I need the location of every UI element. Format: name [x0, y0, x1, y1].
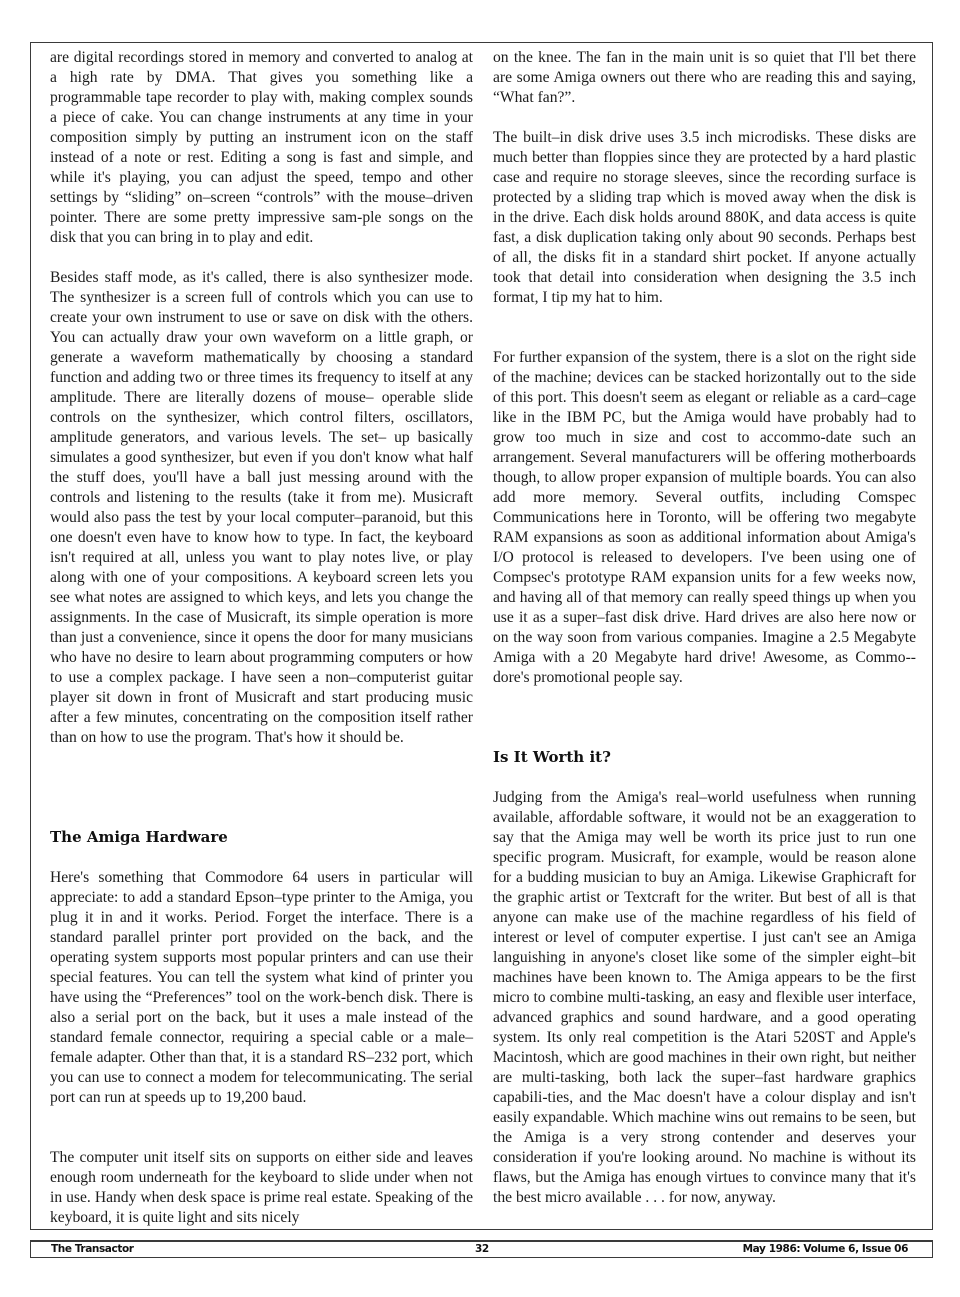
paragraph-computer-unit: The computer unit itself sits on supports on either side and leaves enough room underneath for the keyboard to slide under when not in use. Handy when desk space is prime real estate. Speaking of the keyboard, it is quite light and sits nicely [50, 1149, 473, 1226]
paragraph-recordings: are digital recordings stored in memory and converted to analog at a high rate by DMA. That gives you something like a programmable tape recorder to play with, making complex sounds a piece of cake. You can change instruments at any time in your composition simply by putting an instrument icon on the staff instead of a note or rest. Editing a song is fast and simple, and while it's playing, you can adjust the speed, tempo and other settings by “sliding” on–screen “controls” with the mouse–driven pointer. There are some pretty impressive sam-ple songs on the disk that you can bring in to play and edit. [50, 49, 473, 246]
paragraph-printer: Here's something that Commodore 64 users in particular will appreciate: to add a standard Epson–type printer to the Amiga, you plug it in and it works. Period. Forget the interface. There is a standard parallel printer port provided on the back, and the operating system supports most popular printers and can use their special features. You can tell the system what kind of printer you have using the “Preferences” tool on the work-bench disk. There is also a serial port on the back, but it uses a male instead of the standard female connector, requiring a special cable or a male–female adapter. Other than that, it is a standard RS–232 port, which you can use to connect a modem for telecommunicating. The serial port can run at speeds up to 19,200 baud. [50, 869, 473, 1106]
footer-publication: The Transactor [51, 1243, 134, 1255]
paragraph-worth-it: Judging from the Amiga's real–world usefulness when running available, affordable software, it would not be an exaggeration to say that the Amiga may well be worth its price just to run one specific program. Musicraft, for example, would be reason alone for a budding musician to buy an Amiga. Likewise Graphicraft for the graphic artist or Textcraft for the writer. But best of all is that anyone can make use of the machine regardless of his field of interest or level of computer expertise. I just can't see an Amiga languishing in anyone's closet like some of the simpler eight–bit machines have been known to. The Amiga appears to be the first micro to combine multi-tasking, an easy and flexible user interface, advanced graphics and sound hardware, and a good operating system. Its only real competition is the Atari 520ST and Apple's Macintosh, which are good machines in their own right, but neither are multi-tasking, both lack the super–fast hardware graphics capabili-ties, and the Mac doesn't have a colour display and isn't easily expandable. Which machine wins out remains to be seen, but the Amiga is a very strong contender and deserves your consideration if you're looking around. No machine is without its flaws, but the Amiga has enough virtues to convince many that it's the best micro available . . . for now, anyway. [493, 789, 916, 1206]
heading-is-it-worth-it: Is It Worth it? [493, 748, 611, 766]
paragraph-disk-drive: The built–in disk drive uses 3.5 inch microdisks. These disks are much better than floppies since they are protected by a hard plastic case and require no storage sleeves, since the recording surface is protected by a sliding trap which is moved away when the disk is in the drive. Each disk holds around 880K, and data access is quite fast, a disk duplication taking only about 90 seconds. Perhaps best of all, the disks fit in a standard shirt pocket. If anyone actually took that detail into consideration when designing the 3.5 inch format, I tip my hat to him. [493, 129, 916, 306]
footer-page-number: 32 [475, 1243, 489, 1255]
page-footer [30, 1240, 933, 1258]
footer-issue: May 1986: Volume 6, Issue 06 [742, 1243, 908, 1255]
paragraph-synthesizer-mode: Besides staff mode, as it's called, there is also synthesizer mode. The synthesizer is a screen full of controls which you can use to create your own instrument to use or save on disk with the others. You can actually draw your own waveform on a little graph, or generate a waveform mathematically by choosing a standard function and adding two or three times its frequency to itself at any amplitude. There are literally dozens of mouse– operable slide controls on the synthesizer, which control filters, oscillators, amplitude generators, and various levels. The set– up basically simulates a good synthesizer, but even if you don't know what half the stuff does, you'll have a ball just messing around with the controls and listening to the results (take it from me). Musicraft would also pass the test by your local computer–paranoid, but this one doesn't even have to know how to type. In fact, the keyboard isn't required at all, unless you want to play notes live, or play along with one of your compositions. A keyboard screen lets you see what notes are assigned to which keys, and lets you change the assignments. In the case of Musicraft, its simple operation is more than just a convenience, since it opens the door for many musicians who have no desire to learn about programming computers or how to use a complex package. I have seen a non–computerist guitar player sit down in front of Musicraft and start producing music after a few minutes, concentrating on the composition itself rather than on how to use the program. That's how it should be. [50, 269, 473, 746]
paragraph-expansion: For further expansion of the system, there is a slot on the right side of the machine; devices can be stacked horizontally out to the side of this port. This doesn't seem as elegant or reliable as a card–cage like in the IBM PC, but the Amiga would have probably had to grow too much in size and cost to accommo-date such an arrangement. Several manufacturers will be offering motherboards though, to allow proper expansion of multiple boards. You can also add more memory. Several outfits, including Comspec Communications here in Toronto, will be offering two megabyte RAM expansions as soon as additional information about Amiga's I/O protocol is released to developers. I've been using one of Compsec's prototype RAM expansion units for a few weeks now, and having all of that memory can really speed things up when you use it as a super–fast disk drive. Hard drives are also here now or on the way soon from various companies. Imagine a 2.5 Megabyte Amiga with a 20 Megabyte hard drive! Awesome, as Commo-dore's promotional people say. [493, 349, 916, 686]
paragraph-fan: on the knee. The fan in the main unit is so quiet that I'll bet there are some Amiga owners out there who are reading this and saying, “What fan?”. [493, 49, 916, 106]
heading-amiga-hardware: The Amiga Hardware [50, 828, 228, 846]
